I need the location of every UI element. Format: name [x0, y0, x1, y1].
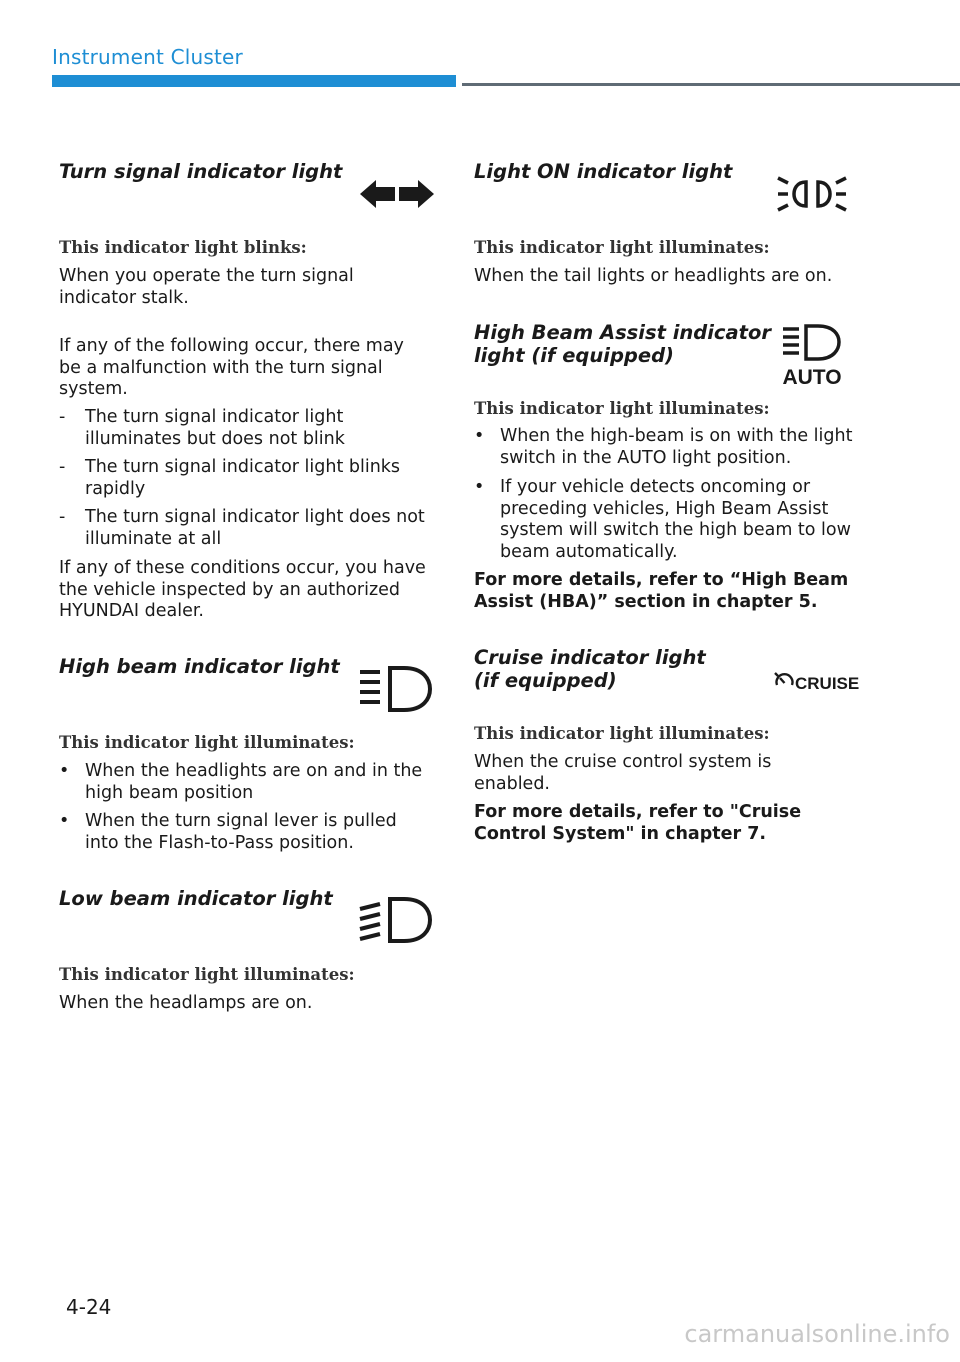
list-item — [59, 407, 437, 450]
list-item-text: When the turn signal lever is pulled into the Flash-to-Pass position. — [85, 811, 397, 853]
low-beam-p1: When the headlamps are on. — [59, 993, 313, 1013]
watermark: carmanualsonline.info — [684, 1320, 950, 1348]
bullet-mark: • — [474, 477, 485, 497]
chapter-title: Instrument Cluster — [52, 45, 243, 69]
hba-lead: This indicator light illuminates: — [474, 399, 770, 418]
high-beam-lead: This indicator light illuminates: — [59, 733, 355, 752]
low-beam-lead: This indicator light illuminates: — [59, 965, 355, 984]
list-item — [59, 761, 461, 804]
turn-signal-lead: This indicator light blinks: — [59, 238, 307, 257]
list-item-text: If your vehicle detects oncoming or preceding vehicles, High Beam Assist system will switch the high beam to low beam automatically. — [500, 477, 851, 562]
bullet-mark: • — [474, 426, 485, 446]
dash-mark: - — [59, 507, 66, 527]
cruise-p1: When the cruise control system is enabled. — [474, 752, 772, 794]
turn-signal-p3: If any of these conditions occur, you have the vehicle inspected by an authorized HYUNDAI dealer. — [59, 558, 426, 621]
list-item — [59, 811, 435, 854]
light-on-p1: When the tail lights or headlights are on. — [474, 266, 833, 286]
auto-label: AUTO — [782, 366, 842, 389]
turn-signal-p1: When you operate the turn signal indicator stalk. — [59, 266, 354, 308]
low-beam-icon — [358, 895, 434, 947]
turn-signal-p2: If any of the following occur, there may be a malfunction with the turn signal system. — [59, 336, 404, 399]
low-beam-title: Low beam indicator light — [59, 887, 333, 910]
dash-mark: - — [59, 407, 66, 427]
list-item-text: The turn signal indicator light does not illuminate at all — [85, 507, 425, 549]
list-item-text: When the high-beam is on with the light switch in the AUTO light position. — [500, 426, 853, 468]
cruise-label: CRUISE — [795, 674, 860, 693]
header-bar-rule — [462, 83, 960, 86]
high-beam-title: High beam indicator light — [59, 655, 340, 678]
cruise-title-line1: Cruise indicator light — [474, 646, 706, 669]
list-item-text: The turn signal indicator light illuminates but does not blink — [85, 407, 345, 449]
cruise-indicator-icon — [772, 670, 860, 693]
list-item — [59, 457, 437, 500]
hba-title-line2: light (if equipped) — [474, 344, 674, 367]
list-item — [474, 426, 880, 469]
turn-signal-arrows-icon — [360, 178, 434, 210]
header-bar-accent — [52, 75, 456, 87]
list-item-text: The turn signal indicator light blinks rapidly — [85, 457, 401, 499]
list-item-text: When the headlights are on and in the high beam position — [85, 761, 423, 803]
light-on-lead: This indicator light illuminates: — [474, 238, 770, 257]
cruise-note: For more details, refer to "Cruise Control System" in chapter 7. — [474, 802, 802, 844]
hba-note: For more details, refer to “High Beam Assist (HBA)” section in chapter 5. — [474, 570, 849, 612]
cruise-title-line2: (if equipped) — [474, 669, 617, 692]
dash-mark: - — [59, 457, 66, 477]
cruise-lead: This indicator light illuminates: — [474, 724, 770, 743]
light-on-title: Light ON indicator light — [474, 160, 733, 183]
list-item — [59, 507, 445, 550]
list-item — [474, 477, 872, 563]
bullet-mark: • — [59, 811, 70, 831]
high-beam-icon — [358, 664, 434, 714]
hba-title-line1: High Beam Assist indicator — [474, 321, 771, 344]
page-number: 4-24 — [66, 1295, 112, 1319]
light-on-icon — [776, 172, 848, 216]
bullet-mark: • — [59, 761, 70, 781]
high-beam-assist-icon — [780, 323, 844, 387]
turn-signal-title: Turn signal indicator light — [59, 160, 343, 183]
